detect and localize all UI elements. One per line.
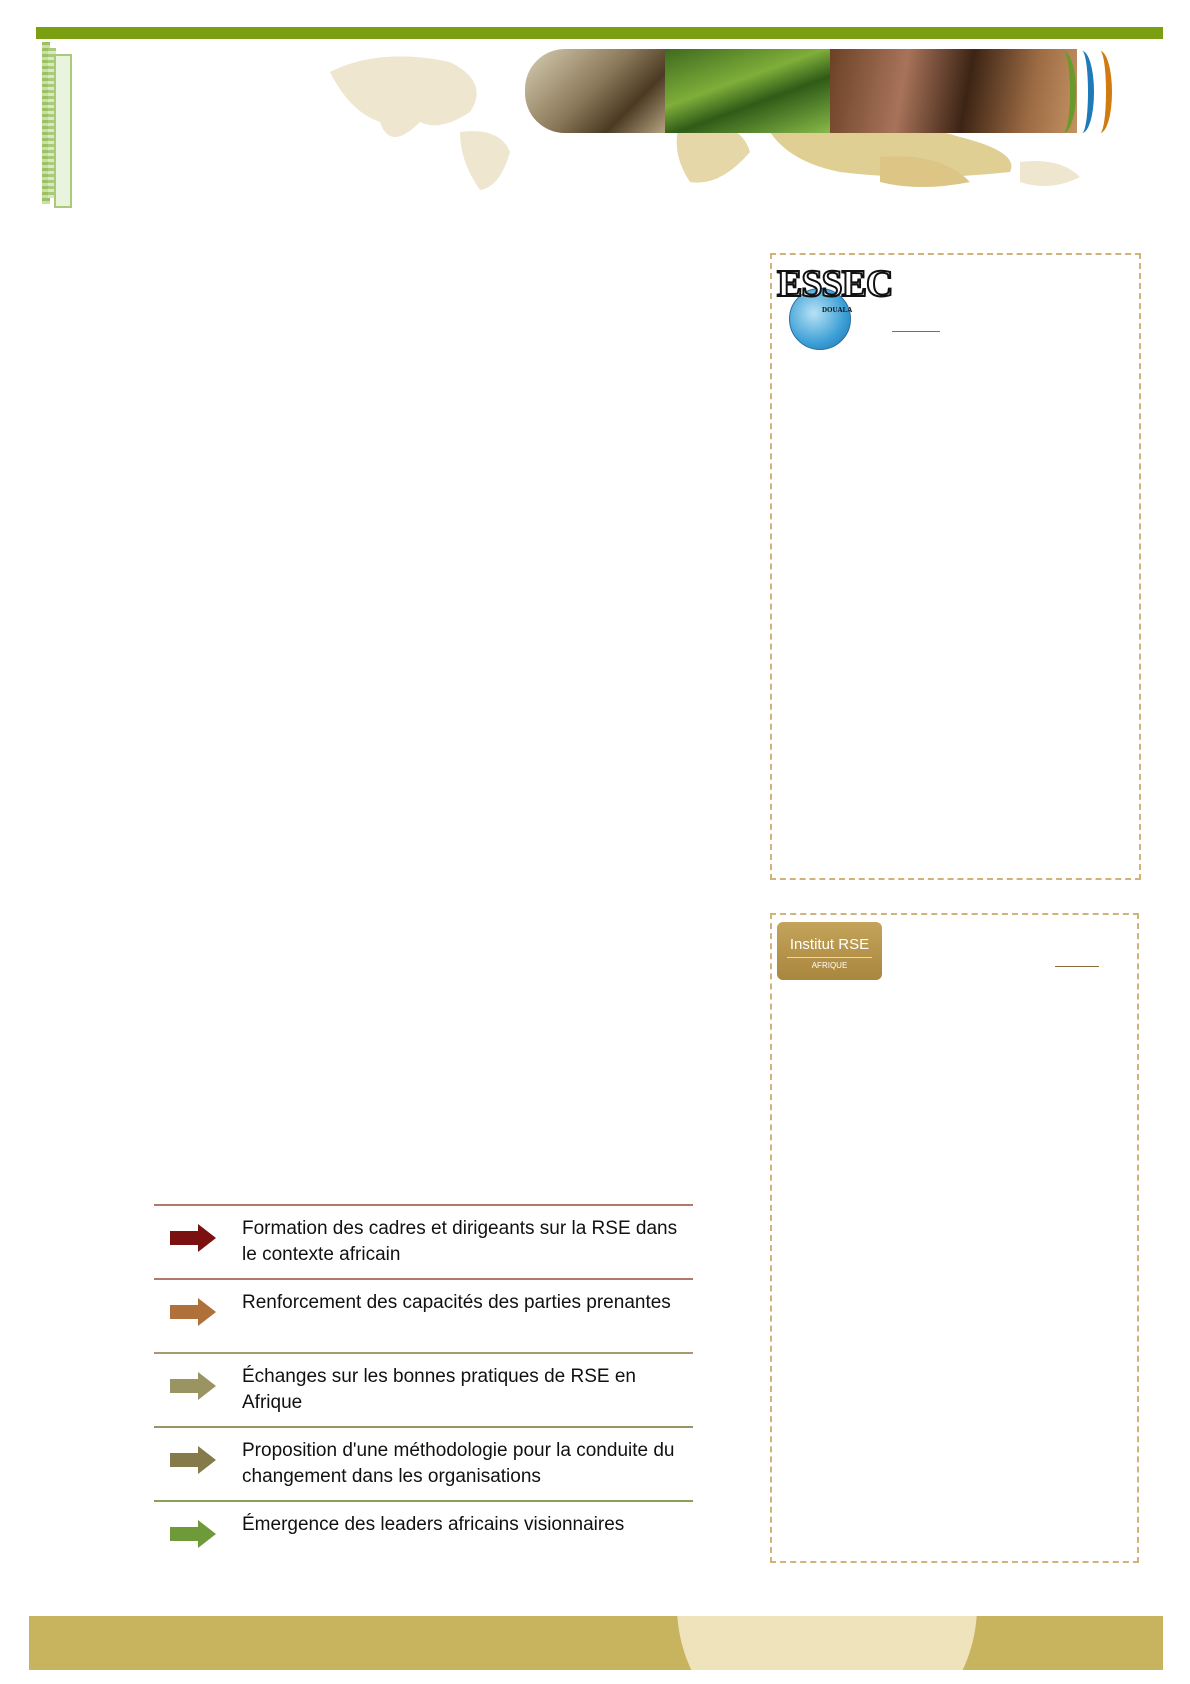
footer-circle-decoration (677, 1616, 977, 1670)
objective-text: Renforcement des capacités des parties prenantes (242, 1292, 671, 1313)
arrow-right-icon (170, 1298, 216, 1326)
list-item (154, 1426, 693, 1500)
seedling-photo (525, 49, 675, 133)
header-bar (36, 27, 1163, 39)
institut-rse-logo: Institut RSE AFRIQUE (777, 922, 882, 980)
list-item (154, 1204, 693, 1278)
child-photo (830, 49, 1077, 133)
objective-text: Formation des cadres et dirigeants sur la RSE dans le contexte africain (242, 1218, 678, 1265)
footer-band (29, 1616, 1163, 1670)
objective-text: Échanges sur les bonnes pratiques de RSE en Afrique (242, 1366, 636, 1413)
arrow-right-icon (170, 1372, 216, 1400)
banner-photos (525, 49, 1077, 133)
essec-logo: ESSEC DOUALA (777, 260, 885, 350)
divider (1055, 966, 1099, 967)
objective-text: Proposition d'une méthodologie pour la conduite du changement dans les organisations (242, 1440, 675, 1487)
list-item (154, 1352, 693, 1426)
essec-info-box (770, 253, 1141, 880)
plantation-photo (665, 49, 835, 133)
decorative-stripes (42, 42, 72, 204)
institut-rse-info-box (770, 913, 1139, 1563)
list-item (154, 1278, 693, 1352)
objective-text: Émergence des leaders africains visionnaires (242, 1514, 625, 1535)
arc-decoration (1088, 51, 1112, 133)
arrow-right-icon (170, 1224, 216, 1252)
divider (892, 331, 940, 332)
arrow-right-icon (170, 1446, 216, 1474)
arrow-right-icon (170, 1520, 216, 1548)
list-item (154, 1500, 693, 1574)
objectives-list (154, 1204, 693, 1574)
